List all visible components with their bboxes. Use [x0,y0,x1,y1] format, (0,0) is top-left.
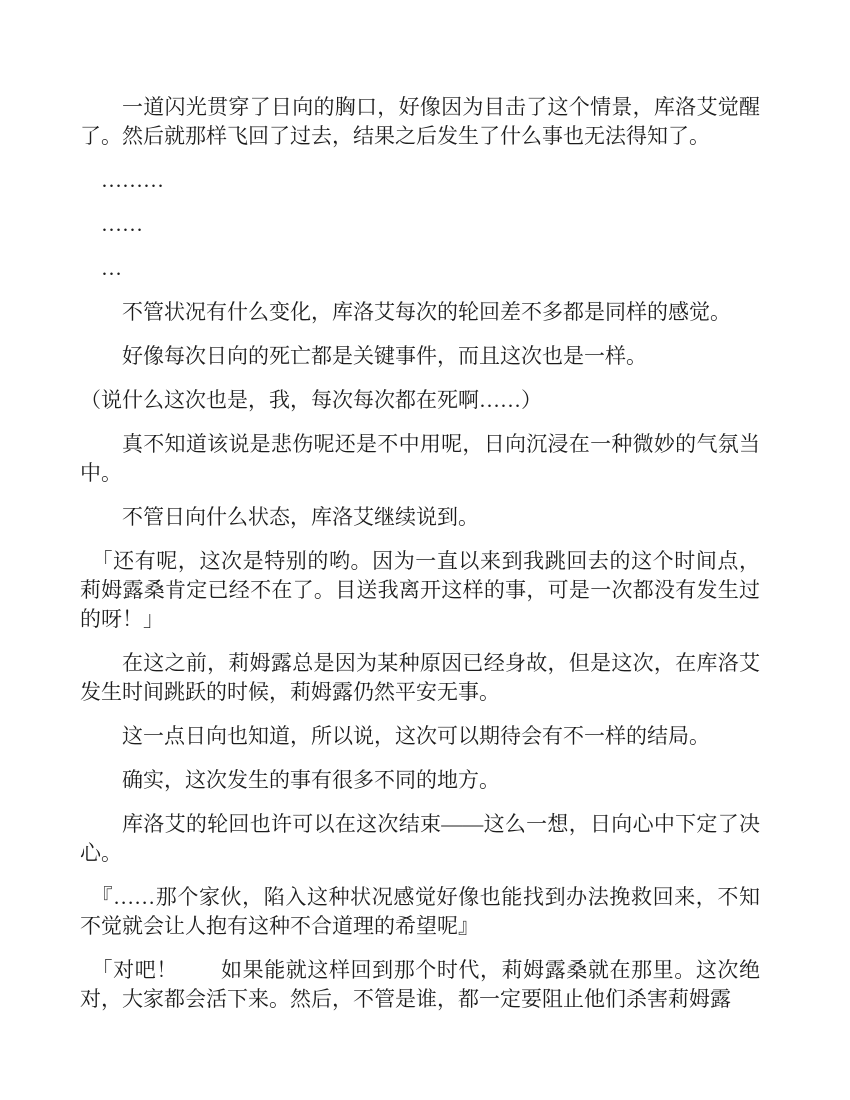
paragraph: 一道闪光贯穿了日向的胸口，好像因为目击了这个情景，库洛艾觉醒了。然后就那样飞回了过去，结果之后发生了什么事也无法得知了。 [80,95,760,148]
paragraph: ……… [101,168,164,192]
novel-text-content [80,93,760,1014]
paragraph: 「对吧！ 如果能就这样回到那个时代，莉姆露桑就在那里。这次绝对，大家都会活下来。然后，不管是谁，都一定要阻止他们杀害莉姆露 [80,958,760,1011]
paragraph: … [101,256,122,280]
paragraph: 不管状况有什么变化，库洛艾每次的轮回差不多都是同样的感觉。 [122,300,731,324]
paragraph: 确实，这次发生的事有很多不同的地方。 [122,768,500,792]
paragraph: 不管日向什么状态，库洛艾继续说到。 [122,505,479,529]
paragraph: 『……那个家伙，陷入这种状况感觉好像也能找到办法挽救回来，不知不觉就会让人抱有这种不合道理的希望呢』 [80,885,760,938]
paragraph: 库洛艾的轮回也许可以在这次结束——这么一想，日向心中下定了决心。 [80,812,760,865]
paragraph: 这一点日向也知道，所以说，这次可以期待会有不一样的结局。 [122,724,710,748]
paragraph: 「还有呢，这次是特别的哟。因为一直以来到我跳回去的这个时间点，莉姆露桑肯定已经不在了。目送我离开这样的事，可是一次都没有发生过的呀！」 [80,549,760,631]
paragraph: （说什么这次也是，我，每次每次都在死啊……） [80,388,542,412]
paragraph: 好像每次日向的死亡都是关键事件，而且这次也是一样。 [122,344,647,368]
paragraph: 在这之前，莉姆露总是因为某种原因已经身故，但是这次，在库洛艾发生时间跳跃的时候，莉姆露仍然平安无事。 [80,651,760,704]
paragraph: …… [101,212,143,236]
paragraph: 真不知道该说是悲伤呢还是不中用呢，日向沉浸在一种微妙的气氛当中。 [80,432,760,485]
